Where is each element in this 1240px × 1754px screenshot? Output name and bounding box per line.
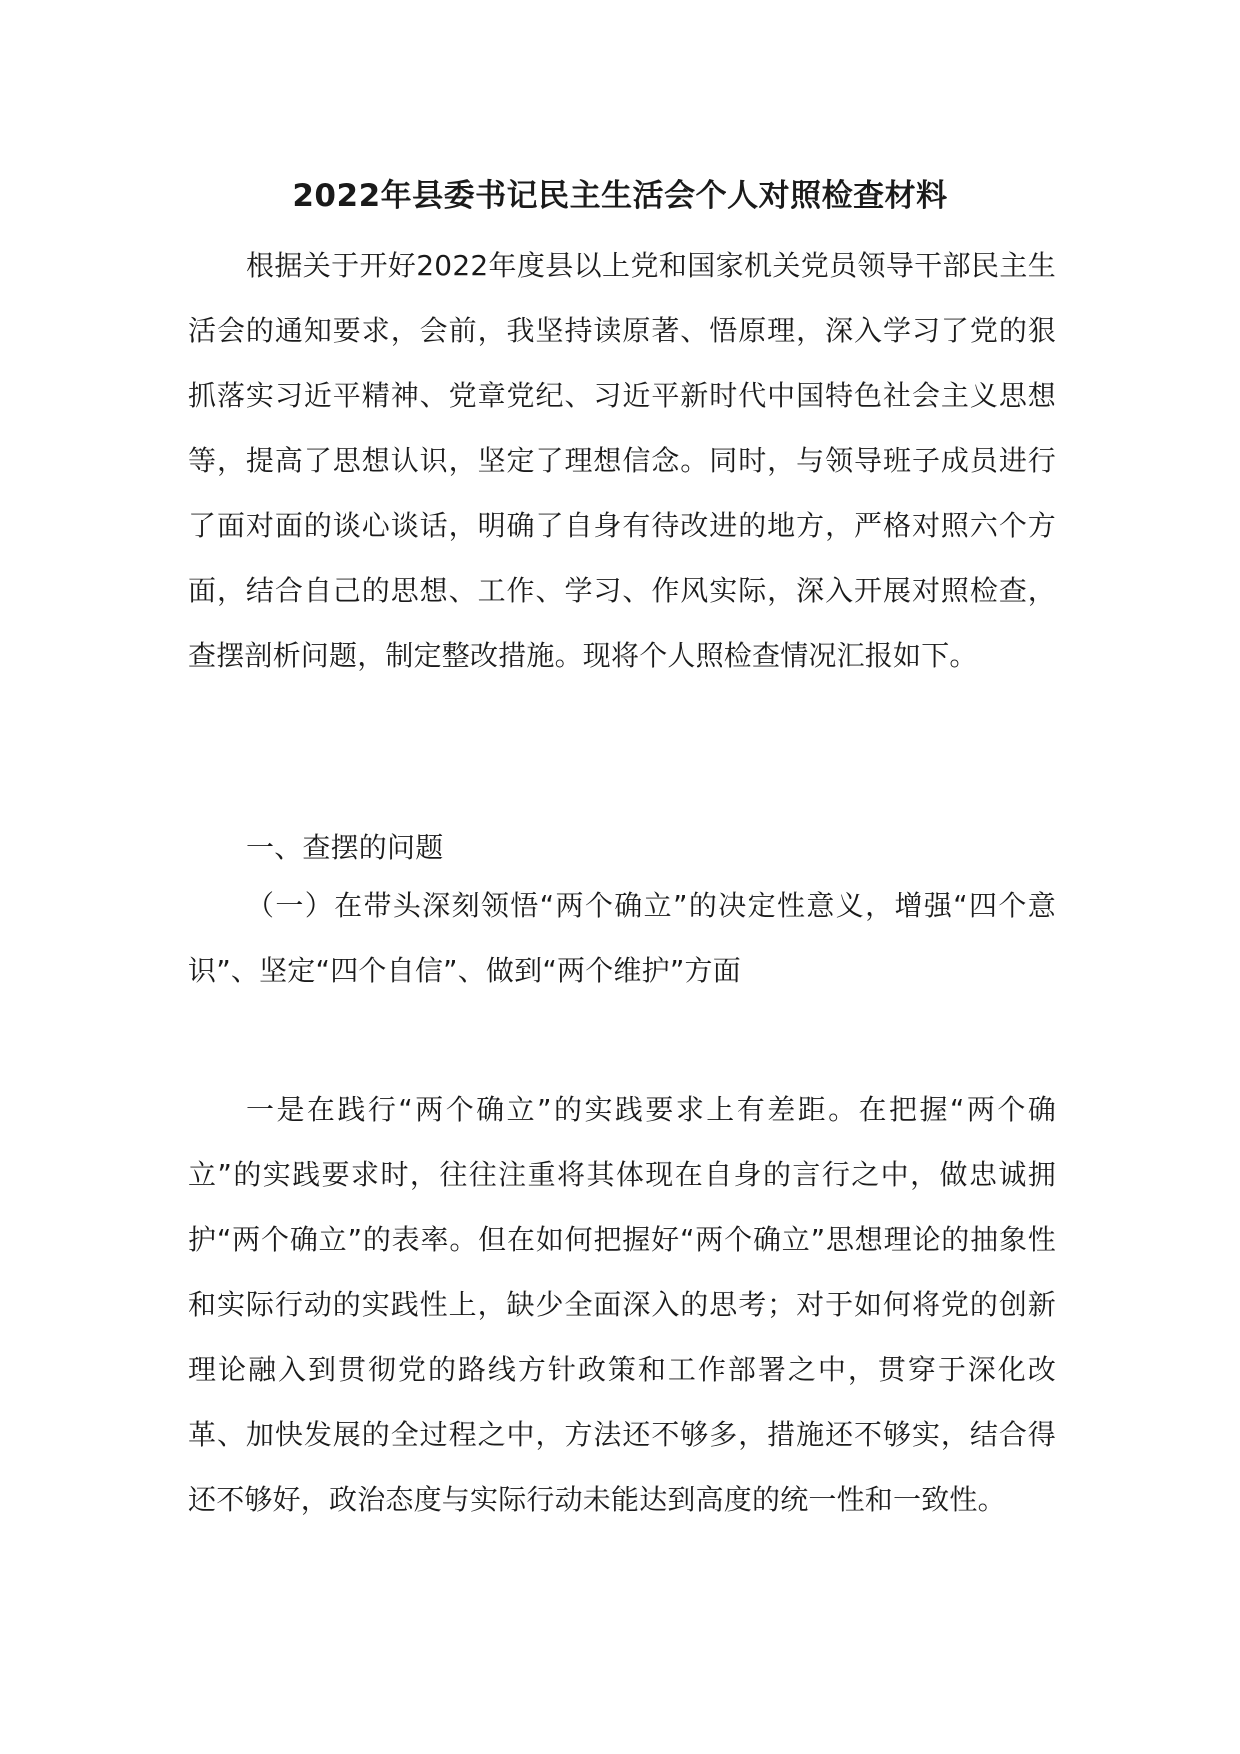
section-heading: 一、查摆的问题 [246,831,444,864]
intro-paragraph: 根据关于开好2022年度县以上党和国家机关党员领导干部民主生活会的通知要求，会前，我坚持读原著、悟原理，深入学习了党的狠抓落实习近平精神、党章党纪、习近平新时代中国特色社会主义思想等，提高了思想认识，坚定了理想信念。同时，与领导班子成员进行了面对面的谈心谈话，明确了自身有待改进的地方，严格对照六个方面，结合自己的思想、工作、学习、作风实际，深入开展对照检查，查摆剖析问题，制定整改措施。现将个人照检查情况汇报如下。 [188,249,1056,672]
document-title: 2022年县委书记民主生活会个人对照检查材料 [292,178,948,214]
subsection-heading: （一）在带头深刻领悟“两个确立”的决定性意义，增强“四个意识”、坚定“四个自信”、做到“两个维护”方面 [188,889,1056,987]
point-one-paragraph: 一是在践行“两个确立”的实践要求上有差距。在把握“两个确立”的实践要求时，往往注重将其体现在自身的言行之中，做忠诚拥护“两个确立”的表率。但在如何把握好“两个确立”思想理论的抽象性和实际行动的实践性上，缺少全面深入的思考；对于如何将党的创新理论融入到贯彻党的路线方针政策和工作部署之中，贯穿于深化改革、加快发展的全过程之中，方法还不够多，措施还不够实，结合得还不够好，政治态度与实际行动未能达到高度的统一性和一致性。 [188,1093,1056,1516]
